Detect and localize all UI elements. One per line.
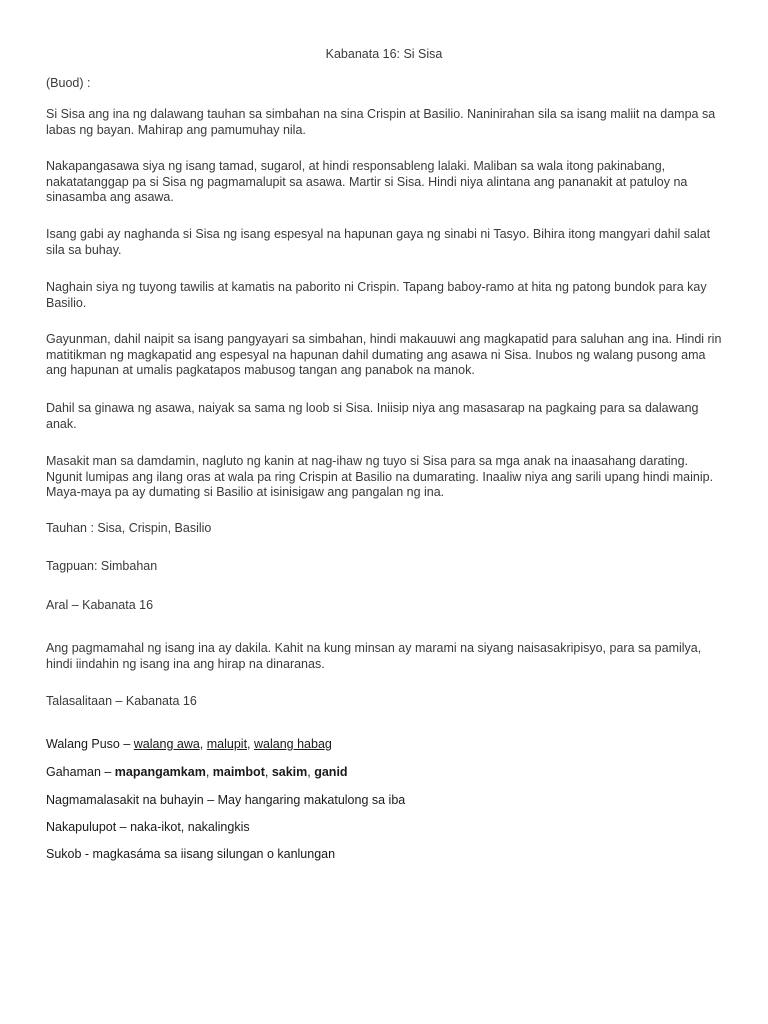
paragraph-3: Isang gabi ay naghanda si Sisa ng isang espesyal na hapunan gaya ng sinabi ni Tasyo. Bihira itong mangyari dahil salat sila sa buhay. xyxy=(46,227,711,257)
page-title: Kabanata 16: Si Sisa xyxy=(325,47,443,61)
vocab-term: Walang Puso – xyxy=(46,737,134,751)
paragraph-2: Nakapangasawa siya ng isang tamad, sugarol, at hindi responsableng lalaki. Maliban sa wala itong pakinabang, nakatatanggap pa si Sisa ng pagmamalupit sa asawa. Martir si Sisa. Hindi niya alintana ang pananakit at patuloy na sinasamba ang asawa. xyxy=(46,159,688,204)
paragraph-5: Gayunman, dahil naipit sa isang pangyayari sa simbahan, hindi makauuwi ang magkapatid para saluhan ang ina. Hindi rin matitikman ng magkapatid ang espesyal na hapunan dahil dumating ang asawa ni Sisa. Inubos ng walang pusong ama ang hapunan at umalis pagkatapos mabusog tangan ang panabok na manok. xyxy=(46,332,722,377)
vocab-nakapulupot: Nakapulupot – naka-ikot, nakalingkis xyxy=(46,820,250,834)
vocab-walang-puso: Walang Puso – walang awa, malupit, walang habag xyxy=(46,737,332,751)
paragraph-4: Naghain siya ng tuyong tawilis at kamatis na paborito ni Crispin. Tapang baboy-ramo at hita ng patong bundok para kay Basilio. xyxy=(46,280,707,310)
vocab-sukob: Sukob - magkasáma sa iisang silungan o kanlungan xyxy=(46,847,336,861)
tauhan-line: Tauhan : Sisa, Crispin, Basilio xyxy=(46,521,212,535)
talasalitaan-heading: Talasalitaan – Kabanata 16 xyxy=(46,694,197,708)
vocab-link-malupit[interactable]: malupit xyxy=(206,737,248,751)
vocab-nagmamalasakit: Nagmamalasakit na buhayin – May hangaring makatulong sa iba xyxy=(46,793,406,807)
tagpuan-line: Tagpuan: Simbahan xyxy=(46,559,158,573)
aral-text: Ang pagmamahal ng isang ina ay dakila. Kahit na kung minsan ay marami na siyang naisasakripisyo, para sa pamilya, hindi iindahin ng isang ina ang hirap na dinaranas. xyxy=(46,641,702,671)
paragraph-1: Si Sisa ang ina ng dalawang tauhan sa simbahan na sina Crispin at Basilio. Naninirahan sila sa isang maliit na dampa sa labas ng bayan. Mahirap ang pamumuhay nila. xyxy=(46,107,716,137)
vocab-link-walang-awa[interactable]: walang awa xyxy=(133,737,200,751)
paragraph-7: Masakit man sa damdamin, nagluto ng kanin at nag-ihaw ng tuyo si Sisa para sa mga anak na inaasahang darating. Ngunit lumipas ang ilang oras at wala pa ring Crispin at Basilio na dumarating. Inaaliw niya ang sarili upang hindi mainip. Maya-maya pa ay dumating si Basilio at isinisigaw ang pangalan ng ina. xyxy=(46,454,714,499)
vocab-gahaman: Gahaman – mapangamkam, maimbot, sakim, ganid xyxy=(46,765,348,779)
paragraph-6: Dahil sa ginawa ng asawa, naiyak sa sama ng loob si Sisa. Iniisip niya ang masasarap na pagkaing para sa dalawang anak. xyxy=(46,401,699,431)
buod-label: (Buod) : xyxy=(46,76,91,90)
aral-heading: Aral – Kabanata 16 xyxy=(46,598,154,612)
vocab-term: Gahaman – xyxy=(46,765,115,779)
vocab-link-walang-habag[interactable]: walang habag xyxy=(254,737,332,751)
